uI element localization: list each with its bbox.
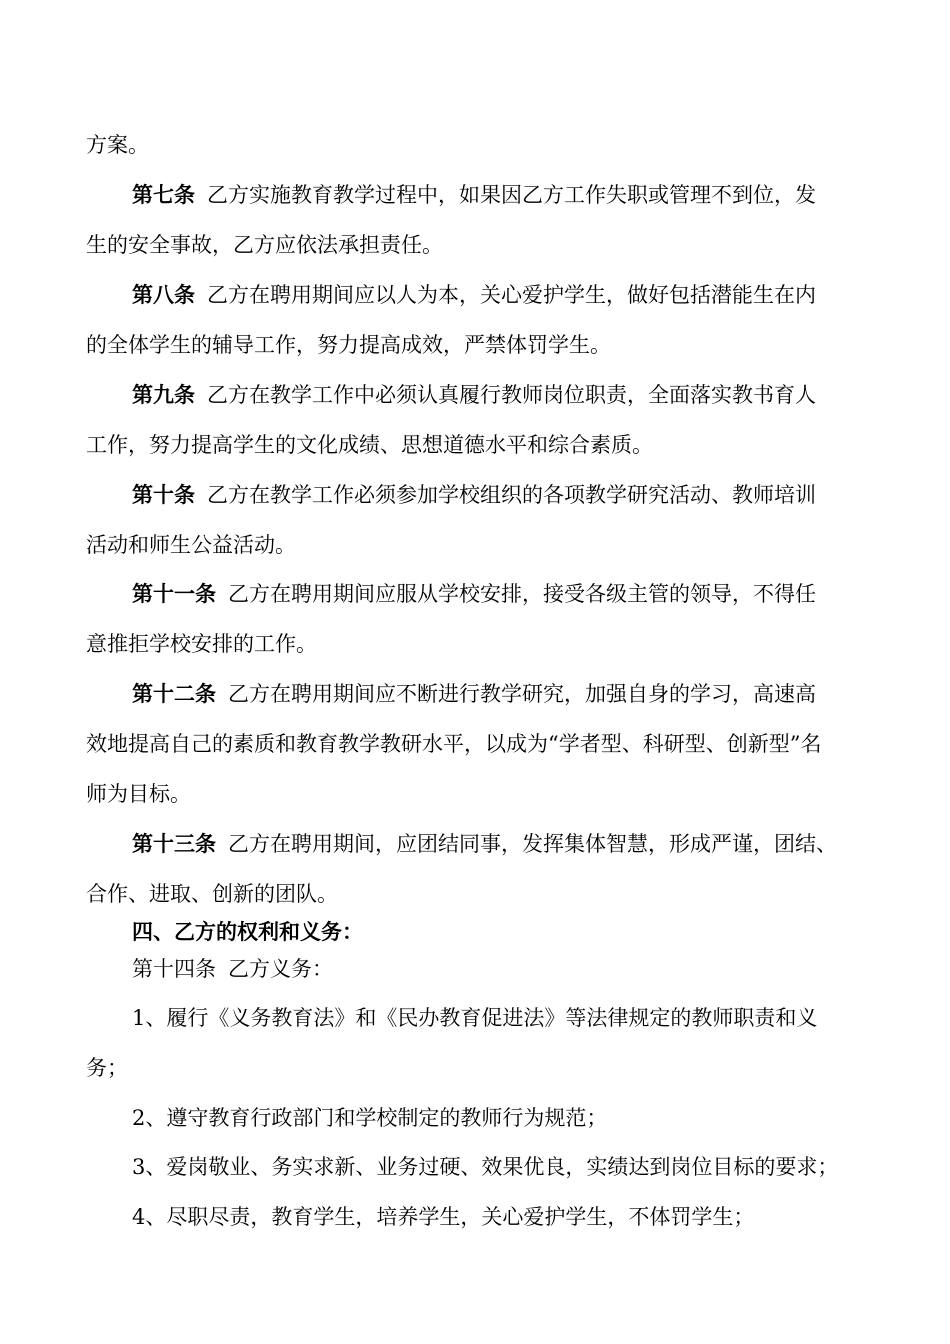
text-line: 师为目标。 (86, 782, 191, 806)
article-text: 乙方在聘用期间应服从学校安排，接受各级主管的领导，不得任 (228, 582, 816, 606)
text-line: 方案。 (86, 133, 149, 157)
text-line: 效地提高自己的素质和教育教学教研水平，以成为“学者型、科研型、创新型”名 (86, 732, 822, 756)
article-text: 乙方实施教育教学过程中，如果因乙方工作失职或管理不到位，发 (207, 183, 816, 207)
text-line: 的全体学生的辅导工作，努力提高成效，严禁体罚学生。 (86, 333, 611, 357)
article-heading: 第十四条 (132, 957, 216, 981)
article-heading: 第十二条 (132, 681, 216, 706)
text-line: 生的安全事故，乙方应依法承担责任。 (86, 233, 443, 257)
article-11 (132, 580, 816, 608)
list-item-4: 4、尽职尽责，教育学生，培养学生，关心爱护学生，不体罚学生； (132, 1205, 755, 1229)
article-heading: 第十条 (132, 482, 195, 507)
article-text: 乙方在聘用期间应不断进行教学研究，加强自身的学习，高速高 (228, 682, 816, 706)
text-line: 工作，努力提高学生的文化成绩、思想道德水平和综合素质。 (86, 433, 653, 457)
article-10 (132, 481, 816, 509)
list-item-2: 2、遵守教育行政部门和学校制定的教师行为规范； (132, 1106, 608, 1130)
article-text: 乙方在聘用期间应以人为本，关心爱护学生，做好包括潜能生在内 (207, 283, 816, 307)
article-heading: 第十一条 (132, 581, 216, 606)
article-text: 乙方义务： (228, 957, 333, 981)
text-line: 活动和师生公益活动。 (86, 533, 296, 557)
article-heading: 第十三条 (132, 831, 216, 856)
article-heading: 第九条 (132, 382, 195, 407)
article-9 (132, 381, 816, 409)
article-12 (132, 680, 816, 708)
section-heading: 四、乙方的权利和义务： (132, 919, 363, 944)
text-line: 务； (86, 1056, 128, 1080)
article-14 (132, 955, 333, 983)
text-line: 合作、进取、创新的团队。 (86, 882, 338, 906)
list-item-3: 3、爱岗敬业、务实求新、业务过硬、效果优良，实绩达到岗位目标的要求； (132, 1155, 839, 1179)
text-line: 意推拒学校安排的工作。 (86, 632, 317, 656)
article-text: 乙方在教学工作必须参加学校组织的各项教学研究活动、教师培训 (207, 483, 816, 507)
article-text: 乙方在聘用期间，应团结同事，发挥集体智慧，形成严谨，团结、 (228, 832, 837, 856)
article-13 (132, 830, 837, 858)
article-text: 乙方在教学工作中必须认真履行教师岗位职责，全面落实教书育人 (207, 383, 816, 407)
article-7 (132, 181, 816, 209)
list-item-1: 1、履行《义务教育法》和《民办教育促进法》等法律规定的教师职责和义 (132, 1006, 818, 1030)
article-heading: 第七条 (132, 182, 195, 207)
article-heading: 第八条 (132, 282, 195, 307)
article-8 (132, 281, 816, 309)
